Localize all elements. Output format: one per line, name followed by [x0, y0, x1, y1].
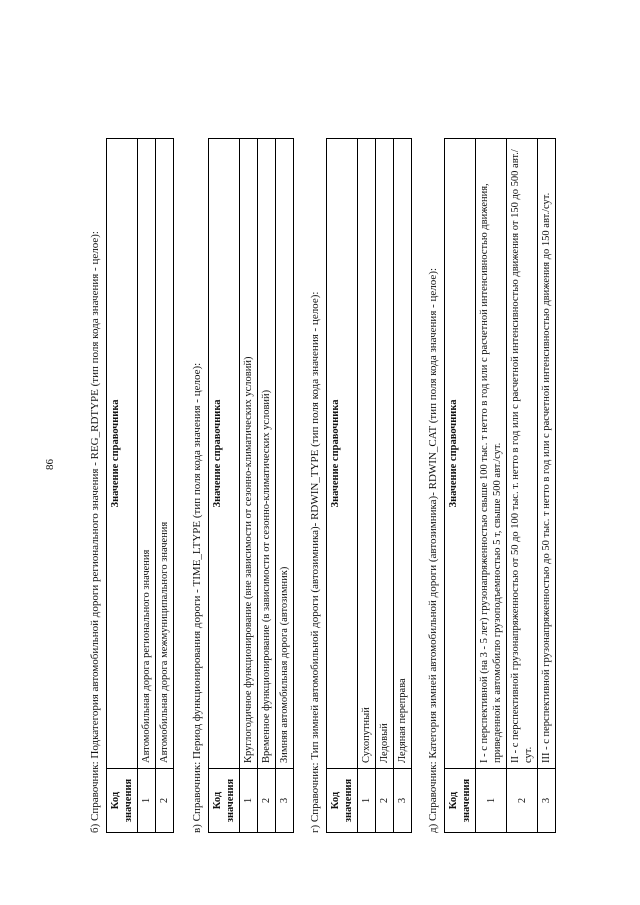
- section-caption: г) Справочник: Тип зимней автомобильной дороги (автозимника)- RDWIN_TYPE (тип поля кода значения - целое):: [309, 291, 321, 833]
- value-cell: Временное функционирование (в зависимости от сезонно-климатических условий): [258, 139, 276, 769]
- value-cell: Ледовый: [376, 139, 394, 769]
- table-row: [240, 139, 258, 833]
- section-rdwin-type: [308, 138, 412, 833]
- code-cell: 2: [376, 769, 394, 833]
- column-header-code: Код значения: [445, 769, 476, 833]
- table-row: [376, 139, 394, 833]
- code-cell: 1: [240, 769, 258, 833]
- code-cell: 2: [507, 769, 538, 833]
- column-header-value: Значение справочника: [327, 139, 358, 769]
- value-cell: II - с перспективной грузонапряженностью от 50 до 100 тыс. т. нетто в год или с расчетной интенсивностью движения от 150 до 500 авт./сут.: [507, 139, 538, 769]
- table-row: [476, 139, 507, 833]
- code-cell: 3: [276, 769, 294, 833]
- reference-table: [106, 138, 174, 833]
- page-number: 86: [44, 459, 56, 470]
- table-row: [507, 139, 538, 833]
- value-cell: Сухопутный: [358, 139, 376, 769]
- value-cell: III - с перспективной грузонапряженностью до 50 тыс. т нетто в год или с расчетной интенсивностью движения до 150 авт./сут.: [538, 139, 556, 769]
- value-cell: I - с перспективной (на 3 - 5 лет) грузонапряженностью свыше 100 тыс. т нетто в год или с расчетной интенсивностью движения, приведенной к автомобилю грузоподъемностью 5 т, свыше 500 авт./сут.: [476, 139, 507, 769]
- code-cell: 2: [156, 769, 174, 833]
- column-header-value: Значение справочника: [445, 139, 476, 769]
- section-time-ltype: [190, 138, 294, 833]
- section-caption: в) Справочник: Период функционирования дороги - TIME_LTYPE (тип поля кода значения - целое):: [191, 362, 203, 833]
- table-row: [276, 139, 294, 833]
- reference-table: [444, 138, 556, 833]
- code-cell: 1: [138, 769, 156, 833]
- table-header-row: [445, 139, 476, 833]
- column-header-code: Код значения: [327, 769, 358, 833]
- value-cell: Автомобильная дорога межмуниципального значения: [156, 139, 174, 769]
- code-cell: 1: [358, 769, 376, 833]
- value-cell: Автомобильная дорога регионального значения: [138, 139, 156, 769]
- code-cell: 2: [258, 769, 276, 833]
- code-cell: 3: [538, 769, 556, 833]
- table-row: [258, 139, 276, 833]
- code-cell: 3: [394, 769, 412, 833]
- section-reg-rdtype: [88, 138, 174, 833]
- column-header-code: Код значения: [209, 769, 240, 833]
- value-cell: Круглогодичное функционирование (вне зависимости от сезонно-климатических условий): [240, 139, 258, 769]
- reference-table: [208, 138, 294, 833]
- table-header-row: [107, 139, 138, 833]
- code-cell: 1: [476, 769, 507, 833]
- section-caption: б) Справочник: Подкатегория автомобильной дороги регионального значения - REG_RDTYPE (тип поля кода значения - целое):: [89, 231, 101, 833]
- section-caption: д) Справочник: Категория зимней автомобильной дороги (автозимника)- RDWIN_CAT (тип поля кода значения - целое):: [427, 267, 439, 833]
- section-rdwin-cat: [426, 138, 556, 833]
- column-header-value: Значение справочника: [107, 139, 138, 769]
- table-row: [358, 139, 376, 833]
- value-cell: Ледяная переправа: [394, 139, 412, 769]
- reference-table: [326, 138, 412, 833]
- table-row: [394, 139, 412, 833]
- value-cell: Зимняя автомобильная дорога (автозимник): [276, 139, 294, 769]
- table-row: [138, 139, 156, 833]
- column-header-value: Значение справочника: [209, 139, 240, 769]
- table-header-row: [209, 139, 240, 833]
- column-header-code: Код значения: [107, 769, 138, 833]
- table-header-row: [327, 139, 358, 833]
- table-row: [538, 139, 556, 833]
- table-row: [156, 139, 174, 833]
